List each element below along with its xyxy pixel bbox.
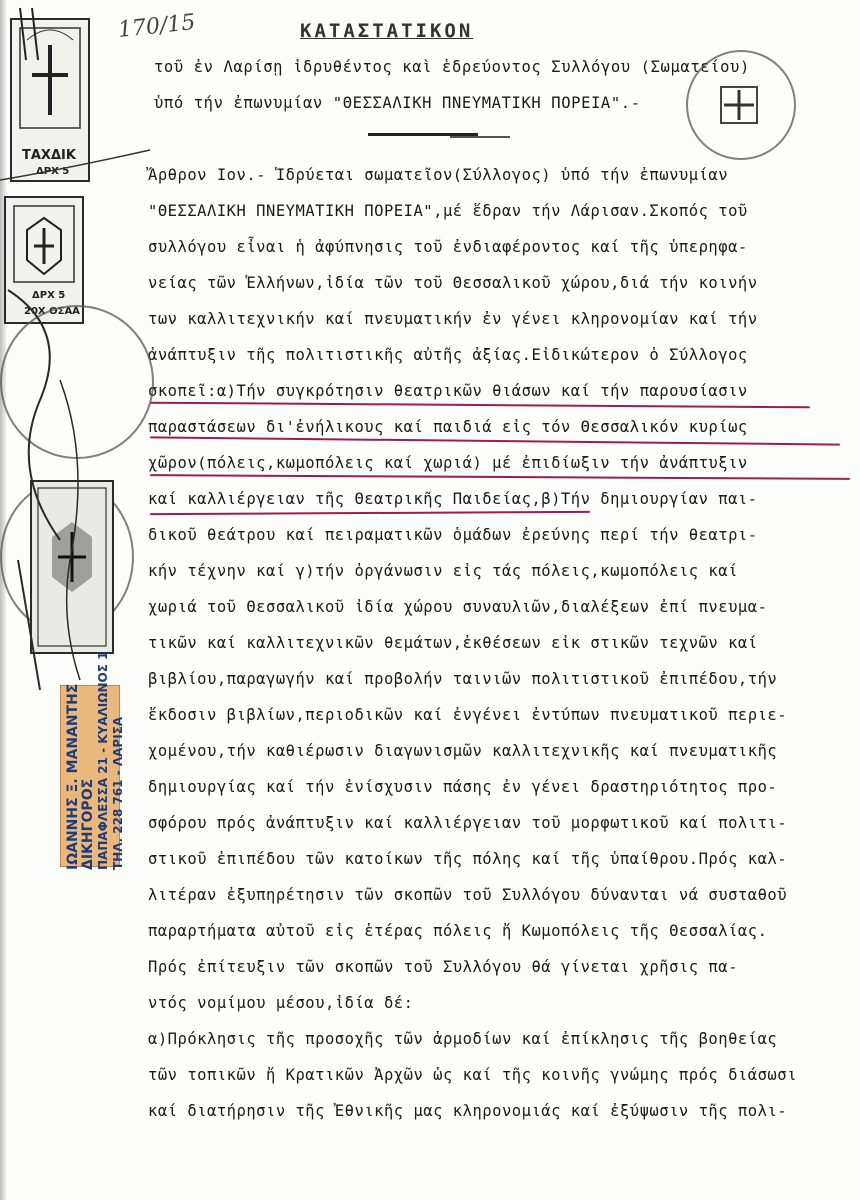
body-line-2: "ΘΕΣΣΑΛΙΚΗ ΠΝΕΥΜΑΤΙΚΗ ΠΟΡΕΙΑ",μέ ἕδραν τήν Λάρισαν.Σκοπός τοῦ xyxy=(148,202,748,220)
stamp-note: 20Χ ΟΣΑΑ xyxy=(24,306,80,317)
body-line-21: λιτέραν ἐξυπηρέτησιν τῶν σκοπῶν τοῦ Συλλόγου δύνανται νά συσταθοῦ xyxy=(148,886,788,904)
body-line-18: δημιουργίας καί τήν ἐνίσχυσιν πάσης ἐν γένει δραστηριότητος προ- xyxy=(148,778,778,796)
body-line-9: χῶρον(πόλεις,κωμοπόλεις καί χωριά) μέ ἐπιδίωξιν τήν ἀνάπτυξιν xyxy=(148,454,748,472)
lawyer-stamp xyxy=(66,652,126,870)
signature-strokes xyxy=(0,0,160,700)
body-line-22: παραρτήματα αὐτοῦ εἰς ἑτέρας πόλεις ἤ Κωμοπόλεις τῆς Θεσσαλίας. xyxy=(148,922,768,940)
header-line-2: ὑπό τήν ἐπωνυμίαν "ΘΕΣΣΑΛΙΚΗ ΠΝΕΥΜΑΤΙΚΗ ΠΟΡΕΙΑ".- xyxy=(154,94,641,112)
body-line-13: χωριά τοῦ Θεσσαλικοῦ ἰδία χώρου συναυλιῶν,διαλέξεων ἐπί πνευμα- xyxy=(148,598,768,616)
body-line-6: ἀνάπτυξιν τῆς πολιτιστικῆς αὐτῆς ἀξίας.Εἰδικώτερον ὁ Σύλλογος xyxy=(148,346,748,364)
body-line-20: στικοῦ ἐπιπέδου τῶν κατοίκων τῆς πόλης καί τῆς ὑπαίθρου.Πρός καλ- xyxy=(148,850,788,868)
body-line-19: σφόρου πρός ἀνάπτυξιν καί καλλιέργειαν τοῦ μορφωτικοῦ καί πολιτι- xyxy=(148,814,788,832)
body-line-4: νείας τῶν Ἑλλήνων,ἰδία τῶν τοῦ Θεσσαλικοῦ χώρου,διά τήν κοινήν xyxy=(148,274,758,292)
lawyer-name: ΙΩΑΝΝΗΣ Ξ. ΜΑΝΑΝΤΗΣ xyxy=(65,683,81,870)
stamp-label: ΤΑΧΔΙΚ xyxy=(22,148,76,163)
body-line-12: κήν τέχνην καί γ)τήν ὀργάνωσιν εἰς τάς πόλεις,κωμοπόλεις καί xyxy=(148,562,738,580)
body-line-23: Πρός ἐπίτευξιν τῶν σκοπῶν τοῦ Συλλόγου θά γίνεται χρῆσις πα- xyxy=(148,958,738,976)
lawyer-title: ΔΙΚΗΓΟΡΟΣ xyxy=(80,778,96,870)
lawyer-phone: ΤΗΛ. 228 761 - ΛΑΡΙΣΑ xyxy=(111,716,125,870)
body-line-10: καί καλλιέργειαν τῆς Θεατρικῆς Παιδείας,β)Τήν δημιουργίαν παι- xyxy=(148,490,758,508)
body-line-16: ἔκδοσιν βιβλίων,περιοδικῶν καί ἐνγένει ἐντύπων πνευματικοῦ περιε- xyxy=(148,706,788,724)
stamp-value: ΔΡΧ 5 xyxy=(32,290,66,301)
body-line-15: βιβλίου,παραγωγήν καί προβολήν ταινιῶν πολιτιστικοῦ ἐπιπέδου,τήν xyxy=(148,670,778,688)
body-line-27: καί διατήρησιν τῆς Ἐθνικῆς μας κληρονομιάς καί ἐξύψωσιν τῆς πολι- xyxy=(148,1102,788,1120)
handwritten-underline xyxy=(150,511,590,515)
body-line-17: χομένου,τήν καθιέρωσιν διαγωνισμῶν καλλιτεχνικῆς καί πνευματικῆς xyxy=(148,742,778,760)
stamp-value: ΔΡΧ 5 xyxy=(36,166,70,177)
body-line-3: συλλόγου εἶναι ἡ ἀφύπνησις τοῦ ἐνδιαφέροντος καί τῆς ὑπερηφα- xyxy=(148,238,748,256)
header-rule-accent xyxy=(450,136,510,138)
handwritten-underline xyxy=(150,474,850,480)
handwritten-underline xyxy=(150,402,810,409)
body-line-11: δικοῦ θεάτρου καί πειραματικῶν ὁμάδων ἐρεύνης περί τήν θεατρι- xyxy=(148,526,758,544)
handwritten-reference: 170/15 xyxy=(116,10,197,43)
body-line-26: τῶν τοπικῶν ἤ Κρατικῶν Ἀρχῶν ὡς καί τῆς κοινῆς γνώμης πρός διάσωσι xyxy=(148,1066,797,1084)
body-line-8: παραστάσεων δι'ἐνήλικους καί παιδιά εἰς τόν Θεσσαλικόν κυρίως xyxy=(148,418,748,436)
lawyer-address: ΠΑΠΑΦΛΕΣΣΑ 21 - ΚΥΑΛΙΩΝΟΣ 1 xyxy=(96,651,110,870)
body-line-5: των καλλιτεχνικήν καί πνευματικήν ἐν γένει κληρονομίαν καί τήν xyxy=(148,310,758,328)
seal-cross-icon xyxy=(718,84,760,126)
body-line-14: τικῶν καί καλλιτεχνικῶν θεμάτων,ἐκθέσεων εἰκ στικῶν τεχνῶν καί xyxy=(148,634,758,652)
document-title: ΚΑΤΑΣΤΑΤΙΚΟΝ xyxy=(300,20,474,42)
body-line-7: σκοπεῖ:α)Τήν συγκρότησιν θεατρικῶν θιάσων καί τήν παρουσίασιν xyxy=(148,382,748,400)
body-line-1: Ἄρθρον Ιον.- Ἱδρύεται σωματεῖον(Σύλλογος) ὑπό τήν ἐπωνυμίαν xyxy=(148,166,729,184)
body-line-25: α)Πρόκλησις τῆς προσοχῆς τῶν ἁρμοδίων καί ἐπίκλησις τῆς βοηθείας xyxy=(148,1030,778,1048)
handwritten-underline xyxy=(150,436,840,445)
body-line-24: ντός νομίμου μέσου,ἰδία δέ: xyxy=(148,994,414,1012)
header-line-1: τοῦ ἐν Λαρίσῃ ἱδρυθέντος καὶ ἑδρεύοντος Συλλόγου (Σωματείου) xyxy=(154,58,750,76)
